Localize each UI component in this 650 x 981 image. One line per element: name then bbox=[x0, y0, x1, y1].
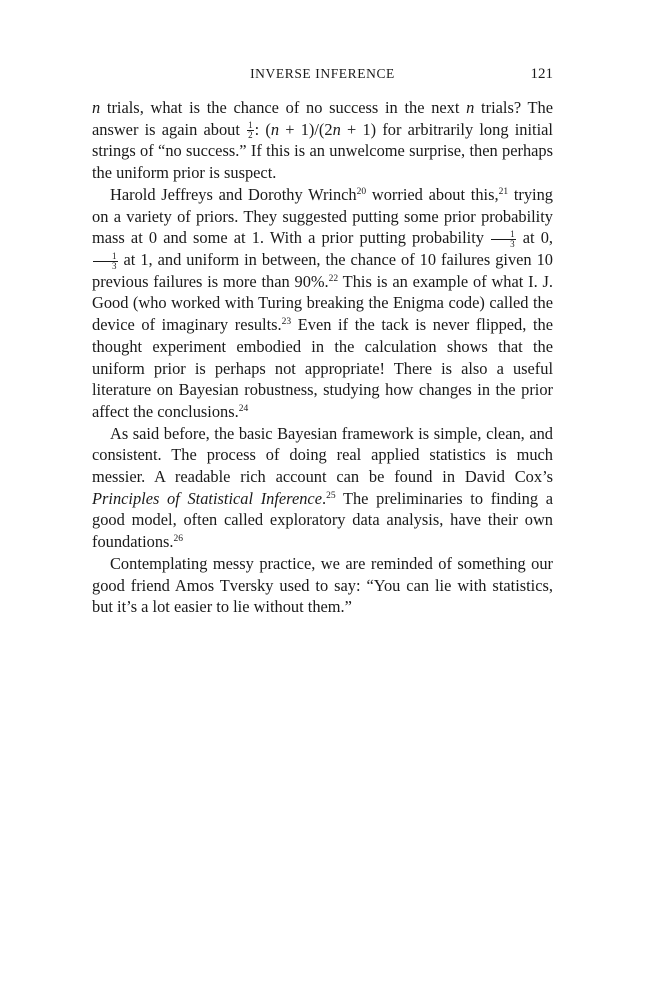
fraction-one-third bbox=[491, 230, 516, 249]
fraction-numerator: 1 bbox=[248, 120, 253, 131]
math-n: n bbox=[92, 98, 101, 117]
body-text bbox=[92, 97, 553, 618]
footnote-ref-24: 24 bbox=[238, 403, 249, 414]
page-number: 121 bbox=[530, 66, 553, 82]
fraction-one-third bbox=[93, 252, 118, 271]
paragraph-3 bbox=[92, 423, 553, 553]
text-run: This is an example of what I. J. Good (who worked with Turing breaking the Enigma code) called the device of imaginary results. bbox=[92, 271, 553, 335]
text-run: The preliminaries to finding a good model, often called exploratory data analysis, have their own foundations. bbox=[92, 488, 553, 552]
text-run: trying on a variety of priors. They suggested putting some prior probability mass at 0 and some at 1. With a prior putting probability bbox=[92, 184, 553, 248]
text-run: : ( bbox=[254, 119, 271, 139]
footnote-ref-21: 21 bbox=[498, 186, 509, 197]
paragraph-4 bbox=[92, 553, 553, 618]
text-run: + 1)/(2 bbox=[279, 119, 333, 139]
text-run: Contemplating messy practice, we are reminded of something our good friend Amos Tversky used to say: “You can lie with statistics, but it’s a lot easier to lie without them.” bbox=[92, 553, 553, 617]
text-run: trials? The answer is again about bbox=[92, 98, 554, 139]
math-n: n bbox=[270, 119, 280, 139]
footnote-ref-22: 22 bbox=[328, 273, 339, 284]
paragraph-2 bbox=[92, 184, 553, 423]
fraction-denominator: 3 bbox=[112, 260, 117, 271]
fraction-denominator: 2 bbox=[248, 130, 253, 141]
running-title: INVERSE INFERENCE bbox=[250, 66, 395, 81]
fraction-denominator: 3 bbox=[510, 238, 515, 249]
footnote-ref-20: 20 bbox=[356, 186, 367, 197]
fraction-one-half bbox=[247, 121, 254, 140]
text-run: worried about this, bbox=[366, 184, 499, 204]
footnote-ref-26: 26 bbox=[173, 534, 183, 545]
text-run: + 1) for arbitrarily long initial strings of “no success.” If this is an unwelcome surprise, then perhaps the uniform prior is suspect. bbox=[92, 119, 553, 183]
math-n: n bbox=[466, 98, 475, 117]
running-head bbox=[92, 66, 553, 84]
footnote-ref-23: 23 bbox=[281, 317, 292, 328]
math-n: n bbox=[332, 119, 341, 139]
text-run: trials, what is the chance of no success in the next bbox=[100, 98, 467, 117]
book-title: Principles of Statistical Inference bbox=[92, 488, 322, 508]
text-run: . bbox=[321, 488, 327, 508]
fraction-numerator: 1 bbox=[491, 230, 516, 240]
text-run: Harold Jeffreys and Dorothy Wrinch bbox=[110, 184, 357, 204]
text-run: at 1, and uniform in between, the chance of 10 failures given 10 previous failures is more than 90%. bbox=[92, 249, 553, 291]
fraction-numerator: 1 bbox=[93, 252, 118, 262]
paragraph-1 bbox=[92, 97, 553, 184]
text-run: at 0, bbox=[516, 228, 553, 248]
footnote-ref-25: 25 bbox=[326, 490, 336, 501]
text-run: Even if the tack is never flipped, the thought experiment embodied in the calculation shows that the uniform prior is perhaps not appropriate! There is also a useful literature on Bayesian robustness, studying how changes in the prior affect the conclusions. bbox=[92, 315, 553, 421]
text-run: As said before, the basic Bayesian framework is simple, clean, and consistent. The process of doing real applied statistics is much messier. A readable rich account can be found in David Cox’s bbox=[92, 423, 553, 487]
